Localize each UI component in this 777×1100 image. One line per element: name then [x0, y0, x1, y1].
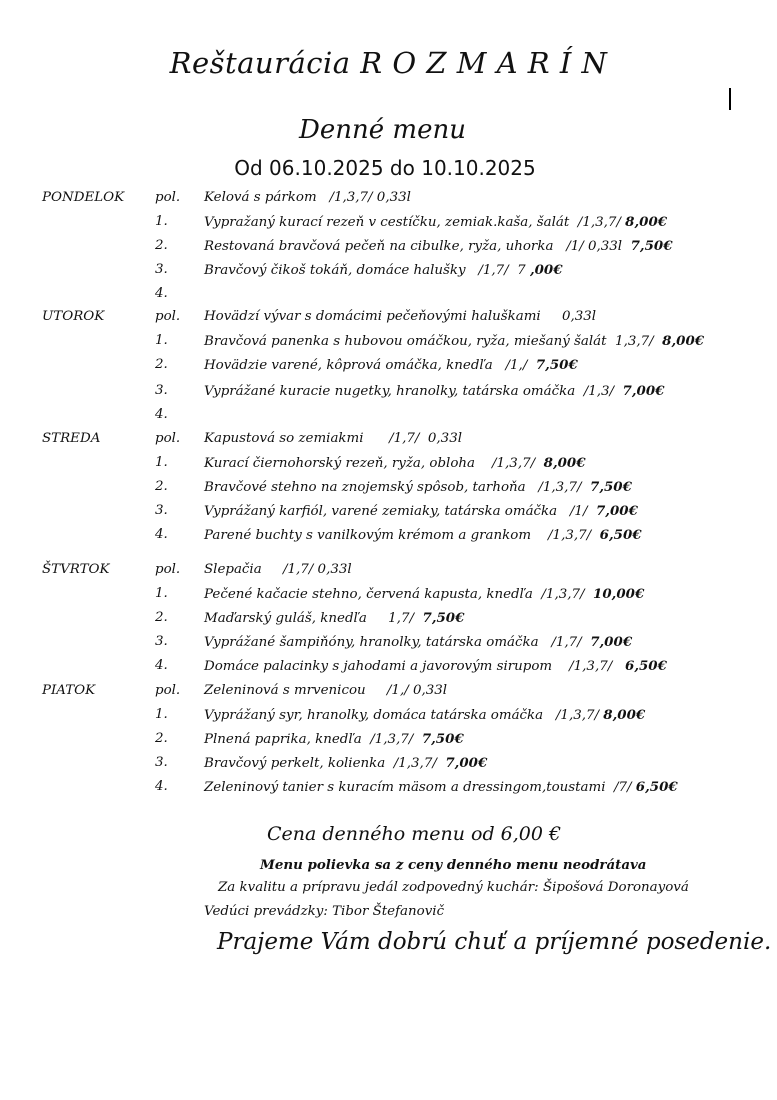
item-number: 3. [155, 503, 168, 518]
dish-price: 8,00€ [543, 455, 586, 471]
dish-price: 8,00€ [603, 707, 646, 723]
dish-text: Zeleninový tanier s kuracím mäsom a dressingom,toustami /7/ 6,50€ [204, 779, 678, 795]
menu-title: Denné menu [299, 115, 466, 145]
dish-text: Vyprážané kuracie nugetky, hranolky, tatárska omáčka /1,3/ 7,00€ [204, 383, 665, 399]
menu-price-info: Cena denného menu od 6,00 € [267, 823, 562, 845]
item-number: 1. [155, 707, 168, 722]
dish-text: Kurací čiernohorský rezeň, ryža, obloha /1,3,7/ 8,00€ [204, 455, 586, 471]
dish-price: 7,00€ [622, 383, 665, 399]
dish-text: Vyprážaný karfiól, varené zemiaky, tatárska omáčka /1/ 7,00€ [204, 503, 638, 519]
dish-text: Vyprážaný syr, hranolky, domáca tatárska omáčka /1,3,7/ 8,00€ [204, 707, 646, 723]
text-cursor [729, 88, 731, 110]
dish-price: 7,50€ [421, 731, 464, 747]
dish-text: Slepačia /1,7/ 0,33l [204, 562, 352, 577]
dish-price: 6,50€ [625, 658, 667, 674]
dish-text: Domáce palacinky s jahodami a javorovým sirupom /1,3,7/ 6,50€ [204, 658, 667, 674]
day-label: PIATOK [42, 683, 96, 698]
dish-text: Restovaná bravčová pečeň na cibulke, ryža, uhorka /1/ 0,33l 7,50€ [204, 238, 673, 254]
item-number: pol. [155, 431, 181, 446]
dish-price: 8,00€ [662, 333, 705, 349]
dish-price: 8,00€ [625, 214, 668, 230]
day-label: STREDA [42, 431, 101, 446]
dish-price: 7,50€ [590, 479, 632, 495]
item-number: 1. [155, 586, 168, 601]
item-number: 3. [155, 755, 168, 770]
dish-text: Vyprážané šampiňóny, hranolky, tatárska omáčka /1,7/ 7,00€ [204, 634, 633, 650]
closing-greeting: Prajeme Vám dobrú chuť a príjemné posedenie. [217, 929, 772, 955]
item-number: 4. [155, 527, 168, 542]
restaurant-title: Reštaurácia R O Z M A R Í N [169, 46, 608, 80]
item-number: pol. [155, 309, 181, 324]
dish-price: 7,50€ [422, 610, 465, 626]
item-number: pol. [155, 562, 181, 577]
dish-text: Bravčová panenka s hubovou omáčkou, ryža, miešaný šalát 1,3,7/ 8,00€ [204, 333, 705, 349]
item-number: pol. [155, 683, 181, 698]
dish-text: Hovädzí vývar s domácimi pečeňovými haluškami 0,33l [204, 309, 597, 324]
item-number: 2. [155, 610, 168, 625]
dish-text: Kelová s párkom /1,3,7/ 0,33l [204, 190, 411, 205]
item-number: 1. [155, 455, 168, 470]
dish-price: 7,00€ [590, 634, 633, 650]
dish-price: 7,00€ [445, 755, 488, 771]
dish-price: 6,50€ [635, 779, 678, 795]
item-number: 3. [155, 262, 168, 277]
item-number: 3. [155, 634, 168, 649]
dish-text: Pečené kačacie stehno, červená kapusta, knedľa /1,3,7/ 10,00€ [204, 586, 645, 602]
soup-note: Menu polievka sa z ceny denného menu neodrátava [260, 857, 647, 873]
dish-text: Bravčový perkelt, kolienka /1,3,7/ 7,00€ [204, 755, 488, 771]
dish-text: Zeleninová s mrvenicou /1,/ 0,33l [204, 683, 448, 698]
dish-price: 6,50€ [599, 527, 642, 543]
dish-text: Bravčový čikoš tokáň, domáce halušky /1,7/ 7 ,00€ [204, 262, 563, 278]
dish-text: Plnená paprika, knedľa /1,3,7/ 7,50€ [204, 731, 464, 747]
dish-price: 7,50€ [630, 238, 673, 254]
item-number: 4. [155, 286, 168, 301]
day-label: UTOROK [42, 309, 105, 324]
manager-note: Vedúci prevádzky: Tibor Štefanovič [204, 904, 445, 919]
dish-text: Hovädzie varené, kôprová omáčka, knedľa /1,/ 7,50€ [204, 357, 578, 373]
item-number: 2. [155, 479, 168, 494]
item-number: 2. [155, 731, 168, 746]
item-number: 1. [155, 333, 168, 348]
dish-text: Vypražaný kurací rezeň v cestíčku, zemiak.kaša, šalát /1,3,7/ 8,00€ [204, 214, 668, 230]
item-number: 4. [155, 658, 168, 673]
item-number: 2. [155, 238, 168, 253]
item-number: 4. [155, 779, 168, 794]
date-range: Od 06.10.2025 do 10.10.2025 [234, 156, 536, 180]
dish-text: Parené buchty s vanilkovým krémom a grankom /1,3,7/ 6,50€ [204, 527, 642, 543]
dish-price: 10,00€ [593, 586, 645, 602]
dish-price: 7,50€ [535, 357, 578, 373]
item-number: 4. [155, 407, 168, 422]
chef-note: Za kvalitu a prípravu jedál zodpovedný kuchár: Šipošová Doronayová [218, 880, 689, 895]
item-number: 1. [155, 214, 168, 229]
dish-price: 7,00€ [595, 503, 638, 519]
day-label: ŠTVRTOK [42, 562, 110, 577]
dish-price: ,00€ [529, 262, 563, 278]
dish-text: Bravčové stehno na znojemský spôsob, tarhoňa /1,3,7/ 7,50€ [204, 479, 632, 495]
dish-text: Maďarský guláš, knedľa 1,7/ 7,50€ [204, 610, 465, 626]
item-number: 3. [155, 383, 168, 398]
item-number: 2. [155, 357, 168, 372]
dish-text: Kapustová so zemiakmi /1,7/ 0,33l [204, 431, 462, 446]
day-label: PONDELOK [42, 190, 125, 205]
item-number: pol. [155, 190, 181, 205]
